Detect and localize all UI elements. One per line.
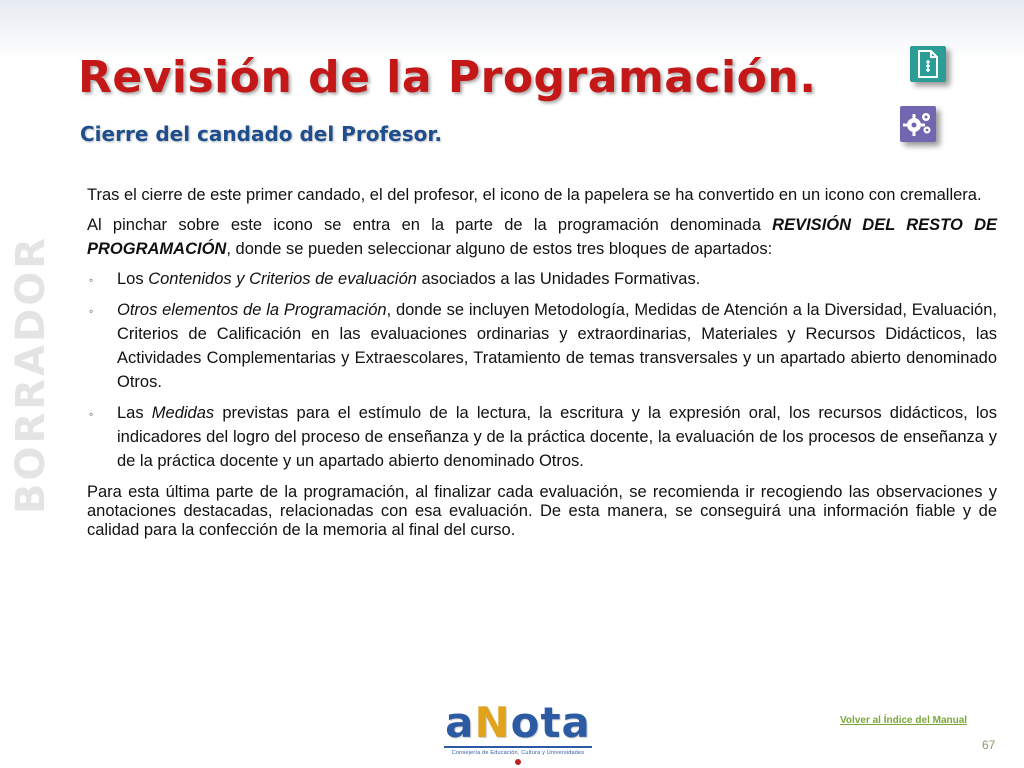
- gears-icon[interactable]: [900, 106, 936, 142]
- list-item-emphasis: Otros elementos de la Programación: [117, 301, 387, 319]
- bullet-icon: ◦: [89, 304, 94, 318]
- closing-paragraph: Para esta última parte de la programación, al finalizar cada evaluación, se recomienda ir recogiendo las observaciones y anotaciones destacadas, relacionadas con esa evaluación. De esta manera, se conseguirá una información fiable y de calidad para la confección de la memoria al final del curso.: [87, 483, 997, 539]
- blocks-list: [87, 267, 997, 473]
- gears-icon-glyph: [903, 111, 933, 137]
- list-item-text: previstas para el estímulo de la lectura, la escritura y la expresión oral, los recursos didácticos, los indicadores del logro del proceso de enseñanza y de la práctica docente, la evaluación de los procesos de enseñanza y de la práctica docente y un apartado abierto denominado Otros.: [117, 404, 997, 470]
- logo-subtitle: Consejería de Educación, Cultura y Universidades: [451, 750, 585, 756]
- logo-letter-a: a: [445, 698, 475, 747]
- slide-content: [87, 183, 997, 546]
- list-item-text: Los: [117, 270, 149, 288]
- document-icon[interactable]: [910, 46, 946, 82]
- bullet-icon: ◦: [89, 407, 94, 421]
- intro-paragraph: Tras el cierre de este primer candado, el del profesor, el icono de la papelera se ha convertido en un icono con cremallera.: [87, 186, 982, 204]
- slide-title: Revisión de la Programación.: [78, 52, 817, 103]
- description-text: Al pinchar sobre este icono se entra en la parte de la programación denominada: [87, 216, 773, 234]
- logo-emblem-icon: [515, 759, 521, 765]
- list-item-text: asociados a las Unidades Formativas.: [416, 270, 701, 288]
- list-item-otros-elementos: [87, 298, 997, 394]
- description-paragraph: [87, 213, 997, 261]
- back-to-index-link[interactable]: Volver al Índice del Manual: [840, 715, 968, 726]
- list-item-emphasis: Contenidos y Criterios de evaluación: [148, 270, 417, 288]
- list-item-contenidos: [87, 267, 997, 291]
- logo-letters-ota: ota: [510, 698, 591, 747]
- logo-wordmark: [438, 700, 598, 746]
- list-item-text: Las: [117, 404, 152, 422]
- revision-section-name: REVISIÓN DEL RESTO DE PROGRAMACIÓN: [87, 216, 997, 258]
- list-item-text: , donde se incluyen Metodología, Medidas de Atención a la Diversidad, Evaluación, Criterios de Calificación en las evaluaciones ordinarias y extraordinarias, Materiales y Recursos Didácticos, las Actividades Complementarias y Extraescolares, Tratamiento de temas transversales y un apartado abierto denominado Otros.: [117, 301, 997, 391]
- slide-subtitle: Cierre del candado del Profesor.: [80, 122, 442, 146]
- draft-watermark: BORRADOR: [8, 234, 54, 514]
- description-text-end: , donde se pueden seleccionar alguno de estos tres bloques de apartados:: [226, 240, 773, 258]
- page-number: 67: [982, 738, 996, 752]
- anota-logo: [438, 700, 598, 766]
- list-item-medidas: [87, 401, 997, 473]
- logo-letter-n: N: [474, 698, 511, 747]
- list-item-emphasis: Medidas: [151, 404, 215, 422]
- bullet-icon: ◦: [89, 273, 94, 287]
- document-icon-glyph: [916, 50, 940, 78]
